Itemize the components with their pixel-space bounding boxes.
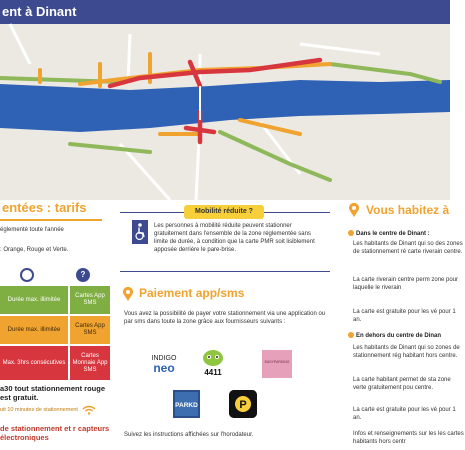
indigo-logo-top: INDIGO [151, 355, 177, 362]
location-pin-icon [348, 203, 360, 217]
tarif-payment: Cartes App SMS [70, 286, 110, 314]
pmr-title: Mobilité réduite ? [184, 205, 264, 219]
zone30-notice: a30 tout stationnement rouge est gratuit. [0, 384, 106, 402]
bullet-icon [348, 230, 354, 236]
outside-text2: La carte habitant permet de sta zone verte gratuitement pou centre. [353, 377, 451, 391]
tarifs-title: entées : tarifs [2, 200, 87, 215]
map-graphic [0, 24, 450, 200]
outside-heading-text: En dehors du centre de Dinan [356, 333, 442, 339]
question-icon: ? [76, 268, 90, 282]
tarif-duration: Max. 3hrs consécutives [0, 346, 68, 380]
centre-text1: Les habitants de Dinant qui so des zones de stationnement ré carte riverain centre. [353, 241, 463, 255]
tarif-row-orange [0, 316, 110, 344]
indigo-neo-logo[interactable] [144, 352, 184, 374]
middle-column [112, 200, 336, 450]
residents-title: Vous habitez à [366, 203, 450, 217]
page-title: ent à Dinant [2, 4, 77, 19]
payment-text: Vous avez la possibilité de payer votre stationnement via une application ou par sms dans toute la zone grâce aux fournisseurs suivants : [124, 311, 326, 325]
4411-logo-text: 4411 [204, 368, 222, 377]
bullet-icon [348, 332, 354, 338]
centre-heading [348, 230, 430, 237]
parkd-logo[interactable]: PARKD [173, 390, 200, 418]
payment-title: Paiement app/sms [139, 286, 245, 300]
free-minutes-notice: uit 10 minutes de stationnement [0, 407, 78, 413]
duration-icon [20, 268, 34, 282]
tarifs-divider [0, 219, 102, 221]
outside-text3: La carte est gratuite pour les vé pour 1 an. [353, 407, 456, 421]
easyparking-logo-text: EASYPARKING [264, 360, 290, 364]
tarif-row-red [0, 346, 110, 380]
tarif-payment: Cartes App SMS [70, 316, 110, 344]
tarif-duration: Durée max. illimitée [0, 286, 68, 314]
parking-app-logo[interactable] [229, 390, 257, 418]
residents-section [336, 200, 464, 450]
centre-text3: La carte est gratuite pour les vé pour 1 an. [353, 309, 456, 323]
header-banner [0, 0, 450, 24]
pmr-text: Les personnes à mobilité réduite peuvent stationner gratuitement dans l'ensemble de la zone réglementée sans limite de durée, à condition que la carte PMR soit lisiblement apposée derrière le pare-brise. [154, 223, 315, 253]
wifi-icon [82, 405, 96, 415]
outside-heading [348, 332, 441, 339]
outside-text4: Infos et renseignements sur les les cartes habitants hors centr [353, 431, 464, 445]
parking-zone-map [0, 24, 450, 200]
sensors-notice: de stationnement et r capteurs électroniques [0, 424, 110, 442]
outside-text1: Les habitants de Dinant qui so zones de stationnement rég habitant hors centre. [353, 345, 460, 359]
tarifs-description: églementé toute l'année [0, 227, 64, 233]
location-pin-icon [122, 287, 134, 301]
svg-text:P: P [239, 399, 247, 411]
wheelchair-icon [132, 220, 148, 244]
centre-heading-text: Dans le centre de Dinant : [356, 231, 430, 237]
tarifs-zones: : Orange, Rouge et Verte. [0, 247, 69, 253]
tarifs-section [0, 200, 112, 450]
tarif-payment: Cartes Monnaie App SMS [70, 346, 110, 380]
centre-text2: La carte riverain centre perm zone pour laquelle le riverain [353, 277, 459, 291]
tarif-duration: Durée max. illimitée [0, 316, 68, 344]
easyparking-logo[interactable] [262, 350, 292, 378]
tarif-row-green [0, 286, 110, 314]
payment-footer: Suivez les instructions affichées sur l'horodateur. [124, 432, 254, 438]
indigo-logo-bottom: neo [153, 361, 175, 375]
